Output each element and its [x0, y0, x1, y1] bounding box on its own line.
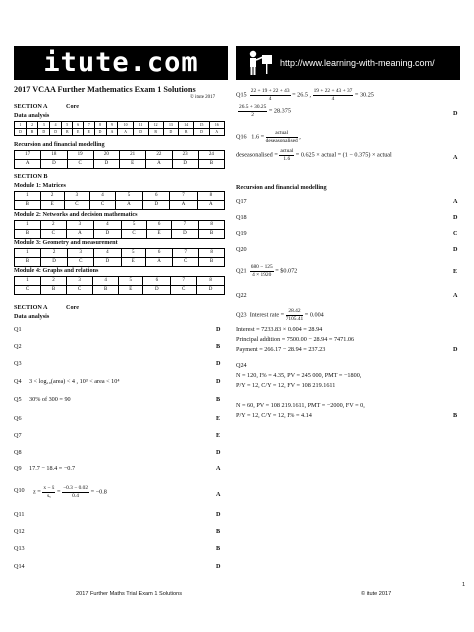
answer-cell: C: [64, 201, 90, 210]
question-number-cell: 2: [40, 221, 66, 230]
answer-cell: A: [197, 201, 224, 210]
question-number-cell: 6: [143, 192, 170, 201]
answer-cell: C: [40, 230, 66, 239]
question-answer: D: [216, 511, 221, 518]
q24-line3: N = 60, PV = 108 219.1611, PMT = −2000, FV = 0,: [236, 402, 365, 409]
answer-cell: E: [120, 160, 146, 169]
question-answer: A: [216, 491, 221, 498]
question-number-cell: 1: [15, 221, 41, 230]
module-4-answer-table: [14, 276, 225, 295]
q23-line3: Principal addition = 7500.00 − 28.94 = 7471.06: [236, 336, 355, 343]
question-number-cell: 3: [38, 122, 50, 129]
core-heading: Core: [66, 103, 79, 110]
question-number-cell: 20: [93, 151, 119, 160]
answer-cell: E: [119, 286, 143, 295]
question-number-cell: 8: [199, 221, 225, 230]
question-label: Q3: [14, 360, 22, 367]
question-label: Q10: [14, 487, 25, 494]
answer-cell: D: [163, 129, 178, 136]
question-number-cell: 7: [171, 221, 199, 230]
banner-url[interactable]: http://www.learning-with-meaning.com/: [280, 58, 435, 68]
table-row-answers: [15, 258, 225, 267]
question-number-cell: 6: [143, 277, 171, 286]
data-analysis-heading: Data analysis: [14, 112, 50, 119]
question-number-cell: 4: [93, 277, 119, 286]
question-label: Q17: [236, 198, 247, 205]
question-number-cell: 8: [94, 122, 106, 129]
question-answer: D: [216, 449, 221, 456]
answer-cell: B: [15, 230, 41, 239]
question-answer: D: [216, 326, 221, 333]
table-row-answers: [15, 201, 225, 210]
question-number-cell: 4: [94, 221, 122, 230]
question-label: Q1: [14, 326, 22, 333]
module-1-answer-table: [14, 191, 225, 210]
question-number-cell: 18: [41, 151, 67, 160]
answer-cell: D: [171, 230, 199, 239]
answer-cell: B: [198, 160, 224, 169]
data-analysis-answer-table: [14, 121, 225, 136]
question-answer: D: [216, 378, 221, 385]
question-answer: B: [216, 343, 221, 350]
q15-working: Q15 $\frac{22 + 19 + 22 + 43}{4}$ = 26.5 , $\frac{19 + 22 + 43 + 37}{4}$ = 30.25: [236, 88, 374, 102]
page-title: 2017 VCAA Further Mathematics Exam 1 Solutions: [14, 85, 196, 94]
answer-cell: D: [194, 129, 209, 136]
q16-working-line2: deseasonalised = $\frac{\text{actual}}{1.6}$ = 0.625 × actual = (1 − 0.375) × actual: [236, 148, 392, 162]
answer-cell: D: [93, 160, 119, 169]
question-answer: B: [216, 528, 221, 535]
question-number-cell: 1: [15, 277, 41, 286]
question-number-cell: 4: [50, 122, 62, 129]
answer-cell: D: [50, 129, 62, 136]
table-row-numbers: [15, 277, 225, 286]
q23-line4: Payment = 266.17 − 28.94 = 237.23: [236, 346, 326, 353]
footer-right: © itute 2017: [361, 591, 392, 597]
answer-cell: C: [67, 286, 93, 295]
answer-cell: A: [145, 258, 173, 267]
question-answer: C: [453, 230, 458, 237]
module-4-heading: Module 4: Graphs and relations: [14, 267, 99, 274]
question-number-cell: 12: [148, 122, 163, 129]
question-working: 17.7 − 18.4 = −0.7: [29, 465, 76, 472]
answer-cell: C: [171, 286, 197, 295]
q24-answer: B: [453, 412, 458, 419]
answer-cell: E: [40, 201, 64, 210]
question-number-cell: 7: [83, 122, 94, 129]
question-number-cell: 16: [209, 122, 224, 129]
answer-cell: C: [121, 230, 147, 239]
question-number-cell: 8: [197, 192, 224, 201]
answer-cell: A: [209, 129, 224, 136]
q15-working-line2: $\frac{26.5 + 30.25}{2}$ = 28.375: [239, 104, 291, 118]
recursion-detail-heading: Recursion and financial modelling: [236, 184, 327, 191]
question-label: Q18: [236, 214, 247, 221]
module-2-answer-table: [14, 220, 225, 239]
question-number-cell: 24: [198, 151, 224, 160]
question-number-cell: 7: [171, 277, 197, 286]
core-detail-heading: Core: [66, 304, 79, 311]
question-label: Q8: [14, 449, 22, 456]
table-row-answers: [15, 160, 225, 169]
section-b-heading: SECTION B: [14, 173, 48, 180]
answer-cell: B: [62, 129, 73, 136]
question-number-cell: 21: [120, 151, 146, 160]
q10-fraction-2: $\frac{-0.3 - 0.02}{0.4}$: [63, 485, 89, 499]
table-row-numbers: [15, 221, 225, 230]
answer-cell: E: [121, 258, 145, 267]
question-answer: A: [453, 198, 458, 205]
question-number-cell: 5: [121, 249, 145, 258]
answer-cell: D: [94, 230, 122, 239]
question-label: Q14: [14, 563, 25, 570]
question-working: 30% of 300 = 90: [29, 396, 71, 403]
q10-working: z = $\frac{x - x̄}{\text{sₓ}}$ = $\frac{-0.3 - 0.02}{0.4}$ = −0.8: [33, 485, 107, 499]
answer-cell: C: [90, 201, 116, 210]
table-row-answers: [15, 286, 225, 295]
q15-answer: D: [453, 110, 458, 117]
question-label: Q11: [14, 511, 25, 518]
question-number-cell: 2: [41, 277, 67, 286]
question-answer: B: [216, 545, 221, 552]
question-number-cell: 5: [119, 277, 143, 286]
question-label: Q9: [14, 465, 22, 472]
table-row-numbers: [15, 192, 225, 201]
answer-cell: A: [118, 129, 133, 136]
table-row-answers: [15, 129, 225, 136]
question-answer: A: [216, 465, 221, 472]
answer-cell: A: [15, 160, 41, 169]
q10-fraction-1: $\frac{x - x̄}{\text{sₓ}}$: [43, 485, 55, 499]
question-label: Q2: [14, 343, 22, 350]
answer-cell: C: [15, 286, 41, 295]
question-label: Q7: [14, 432, 22, 439]
footer-left: 2017 Further Maths Trial Exam 1 Solutions: [76, 591, 183, 597]
question-number-cell: 5: [121, 221, 147, 230]
question-number-cell: 13: [163, 122, 178, 129]
itute-logo: itute.com: [14, 46, 228, 80]
question-number-cell: 6: [73, 122, 84, 129]
question-number-cell: 8: [199, 249, 225, 258]
module-1-heading: Module 1: Matrices: [14, 182, 66, 189]
answer-cell: A: [66, 230, 94, 239]
page-number: 1: [462, 582, 466, 588]
question-label: Q20: [236, 246, 247, 253]
answer-cell: C: [67, 160, 93, 169]
module-3-answer-table: [14, 248, 225, 267]
question-label: Q19: [236, 230, 247, 237]
answer-cell: B: [93, 286, 119, 295]
data-analysis-detail-heading: Data analysis: [14, 313, 50, 320]
question-number-cell: 4: [90, 192, 116, 201]
question-answer: D: [216, 563, 221, 570]
question-number-cell: 23: [172, 151, 198, 160]
question-number-cell: 3: [66, 221, 94, 230]
question-number-cell: 2: [40, 249, 68, 258]
website-banner: [236, 46, 460, 80]
answer-cell: A: [146, 160, 172, 169]
answer-cell: B: [148, 129, 163, 136]
answer-cell: C: [173, 258, 199, 267]
answer-cell: B: [26, 129, 37, 136]
answer-cell: C: [68, 258, 94, 267]
table-row-answers: [15, 230, 225, 239]
table-row-numbers: [15, 249, 225, 258]
answer-cell: D: [41, 160, 67, 169]
question-number-cell: 2: [26, 122, 37, 129]
question-number-cell: 19: [67, 151, 93, 160]
q16-answer: A: [453, 154, 458, 161]
answer-cell: A: [106, 129, 118, 136]
question-number-cell: 9: [106, 122, 118, 129]
answer-cell: E: [147, 230, 171, 239]
q23-line2: Interest = 7233.83 × 0.004 = 28.94: [236, 326, 323, 333]
question-label: Q4: [14, 378, 22, 385]
question-label: Q5: [14, 396, 22, 403]
answer-cell: E: [83, 129, 94, 136]
recursion-heading: Recursion and financial modelling: [14, 141, 105, 148]
question-number-cell: 22: [146, 151, 172, 160]
answer-cell: D: [172, 160, 198, 169]
question-answer: D: [453, 246, 458, 253]
q22-label: Q22: [236, 292, 247, 299]
table-row-numbers: [15, 122, 225, 129]
q16-working: Q16 1.6 = $\frac{\text{actual}}{\text{deseasonalised}}$ ,: [236, 130, 301, 144]
answer-cell: A: [115, 201, 142, 210]
answer-cell: B: [15, 258, 41, 267]
question-number-cell: 1: [15, 249, 41, 258]
q24-label: Q24: [236, 362, 247, 369]
question-number-cell: 8: [197, 277, 225, 286]
question-number-cell: 14: [179, 122, 194, 129]
answer-cell: B: [179, 129, 194, 136]
q21-answer: E: [453, 268, 458, 275]
question-number-cell: 6: [147, 221, 171, 230]
answer-cell: E: [73, 129, 84, 136]
module-2-heading: Module 2: Networks and decision mathematics: [14, 211, 138, 218]
question-label: Q6: [14, 415, 22, 422]
answer-cell: B: [41, 286, 67, 295]
q23-answer: D: [453, 346, 458, 353]
question-number-cell: 3: [68, 249, 94, 258]
person-board-icon: [244, 50, 274, 76]
question-label: Q12: [14, 528, 25, 535]
question-number-cell: 3: [64, 192, 90, 201]
question-answer: D: [453, 214, 458, 221]
answer-cell: D: [197, 286, 225, 295]
question-number-cell: 2: [40, 192, 64, 201]
answer-cell: D: [94, 258, 122, 267]
title-copyright: © itute 2017: [190, 95, 216, 100]
answer-cell: D: [38, 129, 50, 136]
recursion-answer-table: [14, 150, 225, 169]
question-answer: E: [216, 415, 221, 422]
question-number-cell: 3: [67, 277, 93, 286]
module-3-heading: Module 3: Geometry and measurement: [14, 239, 118, 246]
table-row-numbers: [15, 151, 225, 160]
answer-cell: D: [133, 129, 148, 136]
answer-cell: B: [199, 258, 225, 267]
question-number-cell: 7: [173, 249, 199, 258]
answer-cell: B: [199, 230, 225, 239]
question-working: 3 < log₁₀(area) < 4 , 10³ < area < 10⁴: [29, 378, 120, 385]
q21-working: Q21 $\frac{680 - 125}{4 \times 1920}$ = $0.072: [236, 264, 298, 278]
answer-cell: A: [170, 201, 197, 210]
question-number-cell: 7: [170, 192, 197, 201]
section-a-heading: SECTION A: [14, 103, 48, 110]
answer-cell: D: [143, 286, 171, 295]
question-number-cell: 6: [145, 249, 173, 258]
question-number-cell: 17: [15, 151, 41, 160]
question-number-cell: 4: [94, 249, 122, 258]
q24-line4: P/Y = 12, C/Y = 12, I% = 4.14: [236, 412, 312, 419]
question-number-cell: 10: [118, 122, 133, 129]
answer-cell: D: [40, 258, 68, 267]
question-number-cell: 1: [15, 122, 27, 129]
q24-line2: P/Y = 12, C/Y = 12, FV = 108 219.1611: [236, 382, 336, 389]
answer-cell: D: [94, 129, 106, 136]
question-number-cell: 5: [62, 122, 73, 129]
question-label: Q13: [14, 545, 25, 552]
answer-cell: D: [15, 129, 27, 136]
q24-line1: N = 120, I% = 4.35, PV = 245 000, PMT = −1800,: [236, 372, 362, 379]
question-number-cell: 1: [15, 192, 41, 201]
q22-answer: A: [453, 292, 458, 299]
answer-cell: D: [143, 201, 170, 210]
question-number-cell: 5: [115, 192, 142, 201]
question-answer: D: [216, 360, 221, 367]
question-number-cell: 11: [133, 122, 148, 129]
q23-working: Q23 Interest rate = $\frac{28.42}{7105.41}$ = 0.004: [236, 308, 324, 322]
answer-cell: B: [15, 201, 41, 210]
question-number-cell: 15: [194, 122, 209, 129]
question-answer: E: [216, 432, 221, 439]
question-answer: B: [216, 396, 221, 403]
section-a-detail-heading: SECTION A: [14, 304, 48, 311]
